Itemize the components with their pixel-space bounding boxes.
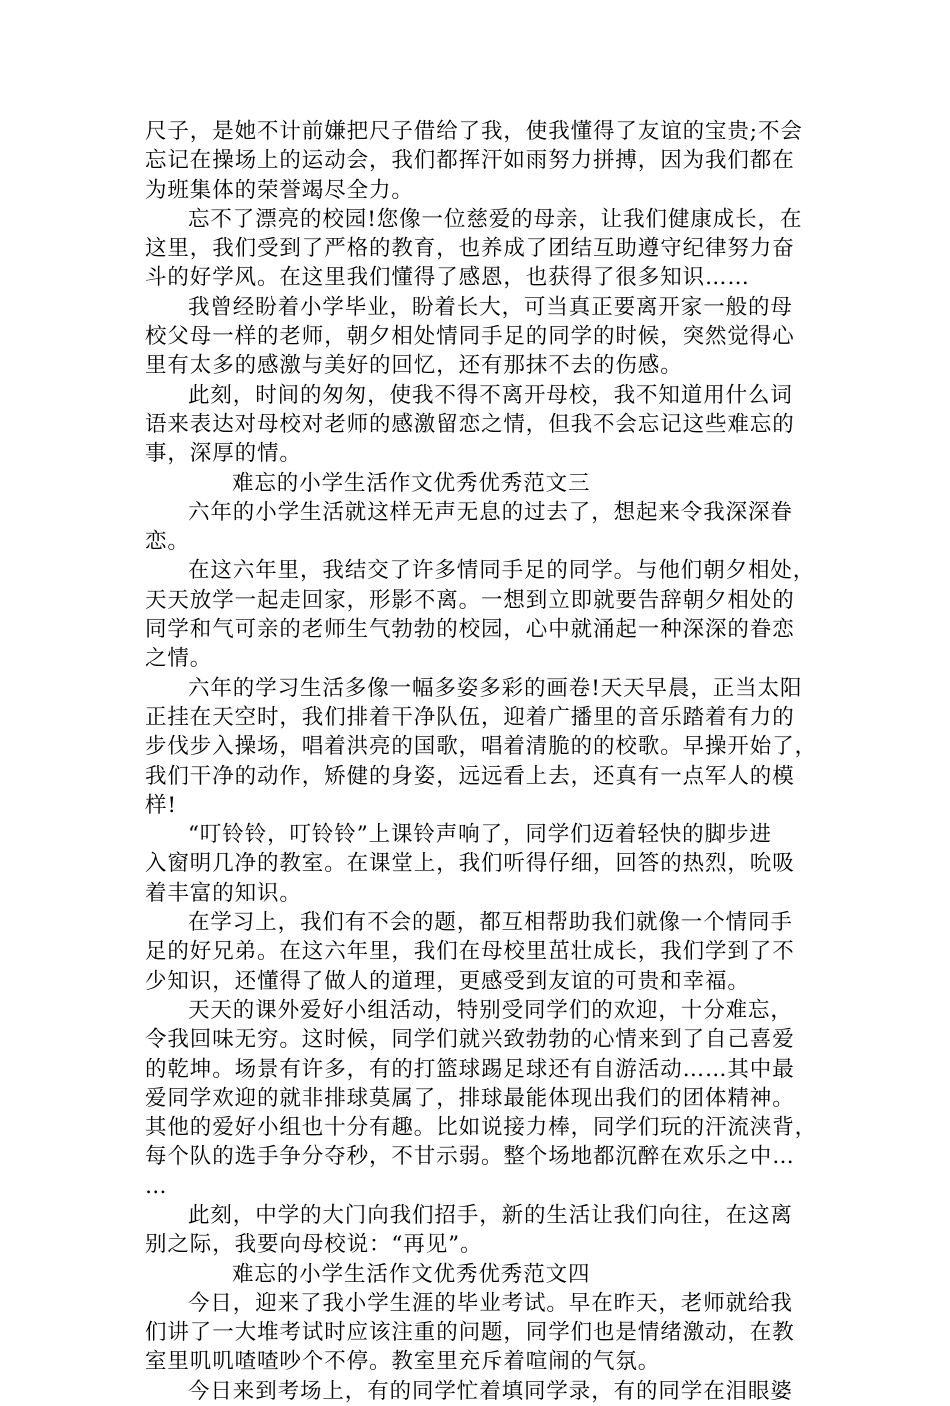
text-line: 天天的课外爱好小组活动，特别受同学们的欢迎，十分难忘，: [188, 997, 793, 1023]
text-line: 入窗明几净的教室。在课堂上，我们听得仔细，回答的热烈，吮吸: [145, 851, 795, 877]
text-line: 少知识，还懂得了做人的道理，更感受到友谊的可贵和幸福。: [145, 968, 750, 994]
text-line: 我们干净的动作，矫健的身姿，远远看上去，还真有一点军人的模: [145, 763, 795, 789]
text-line: 其他的爱好小组也十分有趣。比如说接力棒，同学们玩的汗流浃背，: [145, 1115, 818, 1141]
text-line: 步伐步入操场，唱着洪亮的国歌，唱着清脆的的校歌。早操开始了，: [145, 734, 818, 760]
text-line: 们讲了一大堆考试时应该注重的问题，同学们也是情绪激动，在教: [145, 1320, 795, 1346]
text-line: 在学习上，我们有不会的题，都互相帮助我们就像一个情同手: [188, 910, 793, 936]
text-line: 校父母一样的老师，朝夕相处情同手足的同学的时候，突然觉得心: [145, 324, 795, 350]
text-line: 此刻，时间的匆匆，使我不得不离开母校，我不知道用什么词: [188, 382, 793, 408]
text-line: 别之际，我要向母校说：“再见”。: [145, 1232, 483, 1258]
text-line: 室里叽叽喳喳吵个不停。教室里充斥着喧闹的气氛。: [145, 1349, 661, 1375]
text-line: 令我回味无穷。这时候，同学们就兴致勃勃的心情来到了自己喜爱: [145, 1027, 795, 1053]
text-line: 恋。: [145, 529, 190, 555]
text-line: 天天放学一起走回家，形影不离。一想到立即就要告辞朝夕相处的: [145, 587, 795, 613]
text-line: 着丰富的知识。: [145, 880, 302, 906]
text-line: 里有太多的感激与美好的回忆，还有那抹不去的伤感。: [145, 353, 683, 379]
text-line: 今日，迎来了我小学生涯的毕业考试。早在昨天，老师就给我: [188, 1290, 793, 1316]
text-line: 这里，我们受到了严格的教育，也养成了团结互助遵守纪律努力奋: [145, 236, 795, 262]
text-line: 每个队的选手争分夺秒，不甘示弱。整个场地都沉醉在欢乐之中…: [145, 1144, 795, 1170]
text-line: 六年的小学生活就这样无声无息的过去了，想起来令我深深眷: [188, 499, 793, 525]
section-heading: 难忘的小学生活作文优秀优秀范文三: [232, 470, 591, 496]
text-line: 的乾坤。场景有许多，有的打篮球踢足球还有自游活动……其中最: [145, 1056, 795, 1082]
text-line: 为班集体的荣誉竭尽全力。: [145, 177, 414, 203]
text-line: 在这六年里，我结交了许多情同手足的同学。与他们朝夕相处，: [188, 558, 816, 584]
text-line: 今日来到考场上，有的同学忙着填同学录，有的同学在泪眼婆: [188, 1378, 793, 1404]
text-line: 正挂在天空时，我们排着干净队伍，迎着广播里的音乐踏着有力的: [145, 704, 795, 730]
text-line: 语来表达对母校对老师的感激留恋之情，但我不会忘记这些难忘的: [145, 411, 795, 437]
text-line: “叮铃铃，叮铃铃”上课铃声响了，同学们迈着轻快的脚步进: [188, 822, 772, 848]
text-line: …: [145, 1173, 168, 1199]
text-line: 我曾经盼着小学毕业，盼着长大，可当真正要离开家一般的母: [188, 294, 793, 320]
text-line: 样!: [145, 792, 177, 818]
text-line: 斗的好学风。在这里我们懂得了感恩，也获得了很多知识……: [145, 265, 750, 291]
document-page: [145, 117, 818, 1406]
text-line: 忘记在操场上的运动会，我们都挥汗如雨努力拼搏，因为我们都在: [145, 148, 795, 174]
text-line: 尺子，是她不计前嫌把尺子借给了我，使我懂得了友谊的宝贵;不会: [145, 119, 803, 144]
text-line: 事，深厚的情。: [145, 441, 302, 467]
text-line: 忘不了漂亮的校园!您像一位慈爱的母亲，让我们健康成长，在: [188, 206, 803, 232]
text-line: 足的好兄弟。在这六年里，我们在母校里茁壮成长，我们学到了不: [145, 939, 795, 965]
text-line: 六年的学习生活多像一幅多姿多彩的画卷!天天早晨，正当太阳: [188, 675, 803, 701]
text-line: 此刻，中学的大门向我们招手，新的生活让我们向往，在这离: [188, 1202, 793, 1228]
text-line: 之情。: [145, 646, 213, 672]
text-line: 爱同学欢迎的就非排球莫属了，排球最能体现出我们的团体精神。: [145, 1085, 795, 1111]
section-heading: 难忘的小学生活作文优秀优秀范文四: [232, 1261, 591, 1287]
text-line: 同学和气可亲的老师生气勃勃的校园，心中就涌起一种深深的眷恋: [145, 617, 795, 643]
